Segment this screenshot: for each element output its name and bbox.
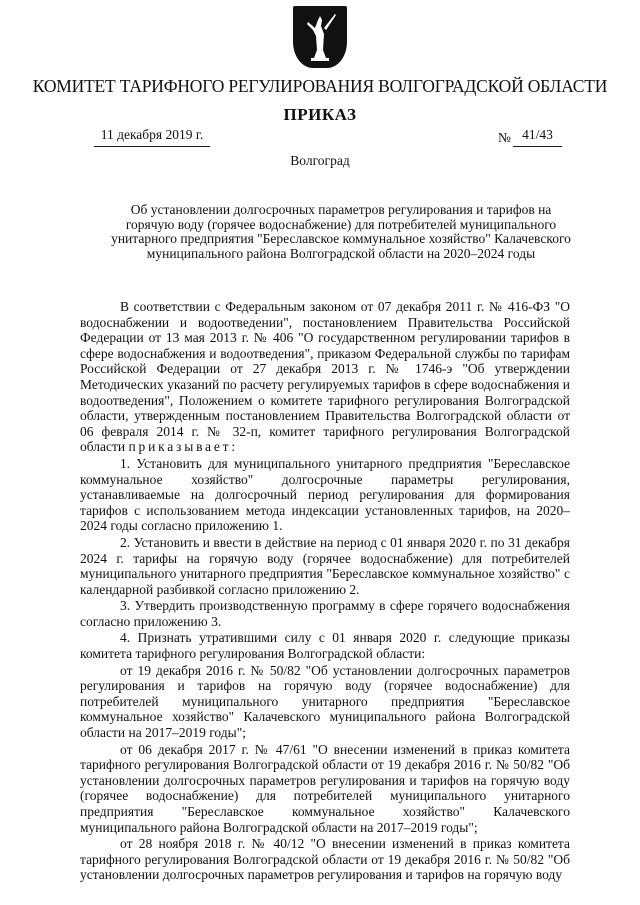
order-item-3: 3. Утвердить производственную программу в сфере горячего водоснабжения согласно приложению 3. — [80, 598, 570, 629]
document-body — [80, 299, 570, 884]
document-number: 41/43 — [513, 127, 562, 147]
preamble-text: В соответствии с Федеральным законом от 07 декабря 2011 г. № 416-ФЗ "О водоснабжении и водоотведении", постановлением Правительства Российской Федерации от 13 мая 2013 г. № 406 "О государственном регулировании тарифов в сфере водоснабжения и водоотведения", приказом Федеральной службы по тарифам Российской Федерации от 27 декабря 2013 г. № 1746-э "Об утверждении Методических указаний по расчету регулируемых тарифов в сфере водоснабжения и водоотведения", Положением о комитете тарифного регулирования Волгоградской области, утвержденным постановлением Правительства Волгоградской области от 06 февраля 2014 г. № 32-п, комитет тарифного регулирования Волгоградской области — [80, 299, 570, 455]
repealed-order-2: от 06 декабря 2017 г. № 47/61 "О внесении изменений в приказ комитета тарифного регулирования Волгоградской области от 19 декабря 2016 г. № 50/82 "Об установлении долгосрочных параметров регулирования и тарифов на горячую воду (горячее водоснабжение) для потребителей муниципального унитарного предприятия "Береславское коммунальное хозяйство" Калачевского муниципального района Волгоградской области на 2017–2019 годы"; — [80, 741, 570, 835]
repealed-order-3: от 28 ноября 2018 г. № 40/12 "О внесении изменений в приказ комитета тарифного регулирования Волгоградской области от 19 декабря 2016 г. № 50/82 "Об установлении долгосрочных параметров регулирования и тарифов на горячую воду — [80, 836, 570, 883]
document-subject: Об установлении долгосрочных параметров регулирования и тарифов на горячую воду (горячее водоснабжение) для потребителей муниципального унитарного предприятия "Береславское коммунальное хозяйство" Калачевского муниципального района Волгоградской области на 2020–2024 годы — [111, 202, 571, 261]
city-name: Волгоград — [290, 153, 350, 168]
committee-name: КОМИТЕТ ТАРИФНОГО РЕГУЛИРОВАНИЯ ВОЛГОГРАДСКОЙ ОБЛАСТИ — [32, 76, 608, 96]
repealed-order-1: от 19 декабря 2016 г. № 50/82 "Об установлении долгосрочных параметров регулирования и тарифов на горячую воду (горячее водоснабжение) для потребителей муниципального унитарного предприятия "Береславское коммунальное хозяйство" Калачевского муниципального района Волгоградской области на 2017–2019 годы"; — [80, 662, 570, 741]
order-item-2: 2. Установить и ввести в действие на период с 01 января 2020 г. по 31 декабря 2024 г. тарифы на горячую воду (горячее водоснабжение) для потребителей муниципального унитарного предприятия "Береславское коммунальное хозяйство" с календарной разбивкой согласно приложению 2. — [80, 534, 570, 597]
order-item-4: 4. Признать утратившими силу с 01 января 2020 г. следующие приказы комитета тарифного регулирования Волгоградской области: — [80, 630, 570, 662]
orders-word: приказывает: — [128, 439, 238, 455]
order-item-1: 1. Установить для муниципального унитарного предприятия "Береславское коммунальное хозяйство" долгосрочные параметры регулирования, устанавливаемые на долгосрочный период регулирования для формирования тарифов с использованием метода индексации установленных тарифов, на 2020–2024 годы согласно приложению 1. — [80, 455, 570, 534]
document-date: 11 декабря 2019 г. — [94, 127, 210, 147]
number-label: № — [498, 130, 511, 145]
preamble-paragraph — [80, 299, 570, 455]
document-type-title: ПРИКАЗ — [283, 105, 357, 124]
volgograd-emblem-icon — [293, 6, 347, 68]
